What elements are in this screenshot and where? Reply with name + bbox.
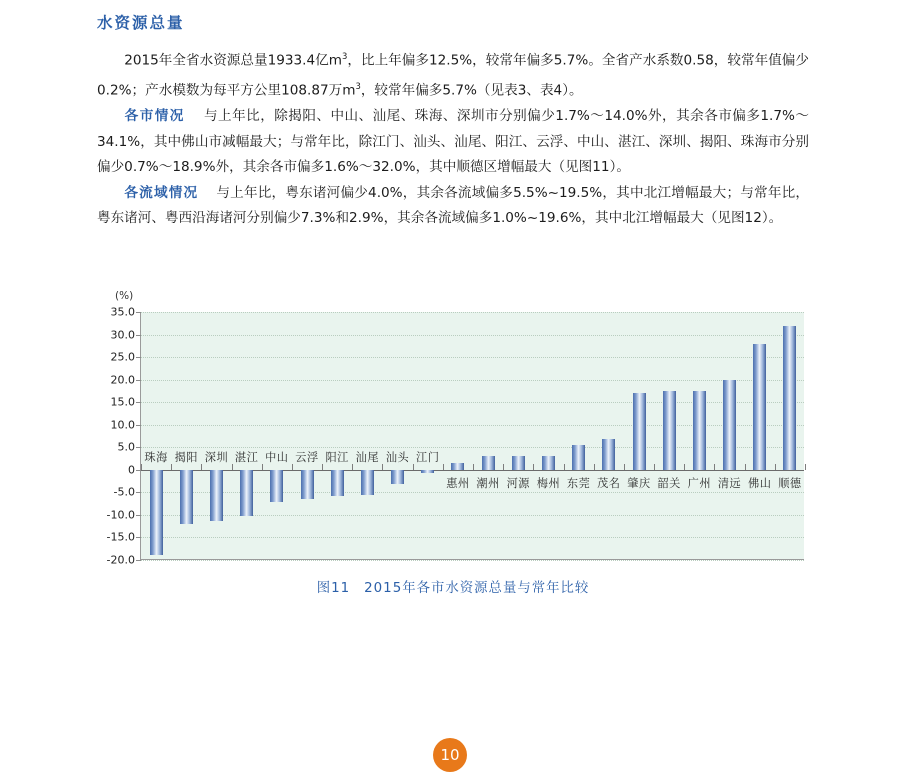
y-axis-tick-mark — [136, 560, 141, 561]
y-axis-tick-label: -20.0 — [106, 553, 135, 567]
y-axis-tick-label: 20.0 — [110, 373, 135, 387]
page-number-badge: 10 — [433, 738, 467, 772]
category-labels-layer — [141, 312, 804, 559]
figure-caption-text: 2015年各市水资源总量与常年比较 — [364, 581, 590, 596]
paragraph-cities-leadin: 各市情况 — [124, 108, 185, 125]
x-axis-category-label: 梅州 — [536, 476, 561, 490]
x-axis-category-label: 河源 — [506, 476, 530, 490]
x-axis-category-label: 江门 — [416, 450, 440, 464]
superscript-cubic: 3 — [342, 51, 348, 61]
paragraph-overview-part3: ，较常年偏多5.7%（见表3、表4）。 — [360, 82, 583, 99]
x-axis-category-label: 珠海 — [144, 450, 168, 464]
superscript-cubic-2: 3 — [355, 81, 361, 92]
y-axis-tick-label: 15.0 — [110, 395, 135, 409]
y-axis-tick-label: 10.0 — [110, 418, 135, 432]
y-axis-tick-label: 25.0 — [110, 350, 135, 364]
y-axis-unit-label: (%) — [115, 290, 134, 302]
x-axis-category-label: 阳江 — [325, 450, 349, 464]
x-axis-category-label: 东莞 — [566, 476, 591, 490]
x-axis-category-label: 韶关 — [657, 476, 681, 490]
y-axis-tick-label: 35.0 — [110, 305, 135, 319]
paragraph-cities-body: 与上年比，除揭阳、中山、汕尾、珠海、深圳市分别偏少1.7%～14.0%外，其余各市偏多1.7%～34.1%，其中佛山市减幅最大；与常年比，除江门、汕头、汕尾、阳江、云浮、中山、湛江、深圳、揭阳、珠海市分别偏少0.7%～18.9%外，其余各市偏多1.6%～32.0%，其中顺德区增幅最大（见图11）。 — [97, 108, 809, 176]
paragraph-overview-part1: 2015年全省水资源总量1933.4亿m — [124, 52, 343, 69]
x-axis-category-label: 中山 — [265, 450, 289, 464]
x-axis-category-label: 汕尾 — [355, 450, 380, 464]
x-axis-category-label: 清远 — [717, 476, 742, 490]
y-axis-tick-label: -15.0 — [106, 530, 135, 544]
figure-caption — [97, 577, 809, 596]
y-axis-tick-label: -5.0 — [113, 485, 135, 499]
x-axis-category-label: 湛江 — [234, 450, 259, 464]
body-text-block — [97, 44, 809, 232]
chart-plot-area — [106, 305, 804, 567]
gridline — [141, 560, 804, 561]
x-axis-category-label: 佛山 — [748, 476, 772, 490]
figure-caption-number: 图11 — [316, 581, 351, 596]
figure-11 — [97, 290, 809, 596]
section-heading: 水资源总量 — [97, 14, 185, 32]
paragraph-overview — [97, 44, 809, 104]
x-axis-category-label: 潮州 — [476, 476, 500, 490]
x-axis-tick-mark — [805, 464, 806, 470]
x-axis-category-label: 肇庆 — [627, 476, 651, 490]
paragraph-basins-leadin: 各流域情况 — [124, 184, 199, 201]
y-axis-tick-label: 30.0 — [110, 328, 135, 342]
x-axis-category-label: 广州 — [687, 476, 712, 490]
y-axis-tick-label: 5.0 — [117, 440, 135, 454]
x-axis-category-label: 惠州 — [446, 476, 470, 490]
paragraph-basins-body: 与上年比，粤东诸河偏少4.0%，其余各流域偏多5.5%~19.5%，其中北江增幅最大；与常年比，粤东诸河、粤西沿海诸河分别偏少7.3%和2.9%，其余各流域偏多1.0%~19.6%，其中北江增幅最大（见图12）。 — [97, 184, 809, 227]
x-axis-category-label: 揭阳 — [174, 450, 198, 464]
x-axis-category-label: 顺德 — [778, 476, 802, 490]
x-axis-category-label: 深圳 — [204, 450, 229, 464]
x-axis-category-label: 茂名 — [597, 476, 621, 490]
paragraph-overview-part2: ，比上年偏多12.5%，较常年偏多5.7%。全省产水系数0.58，较常年值偏少0.2%；产水模数为每平方公里108.87万m — [97, 52, 809, 99]
paragraph-cities — [97, 104, 809, 181]
y-axis-tick-label: 0 — [128, 463, 135, 477]
paragraph-basins — [97, 181, 809, 232]
x-axis-category-label: 汕头 — [385, 450, 410, 464]
y-axis-tick-label: -10.0 — [106, 508, 135, 522]
x-axis-category-label: 云浮 — [295, 450, 319, 464]
